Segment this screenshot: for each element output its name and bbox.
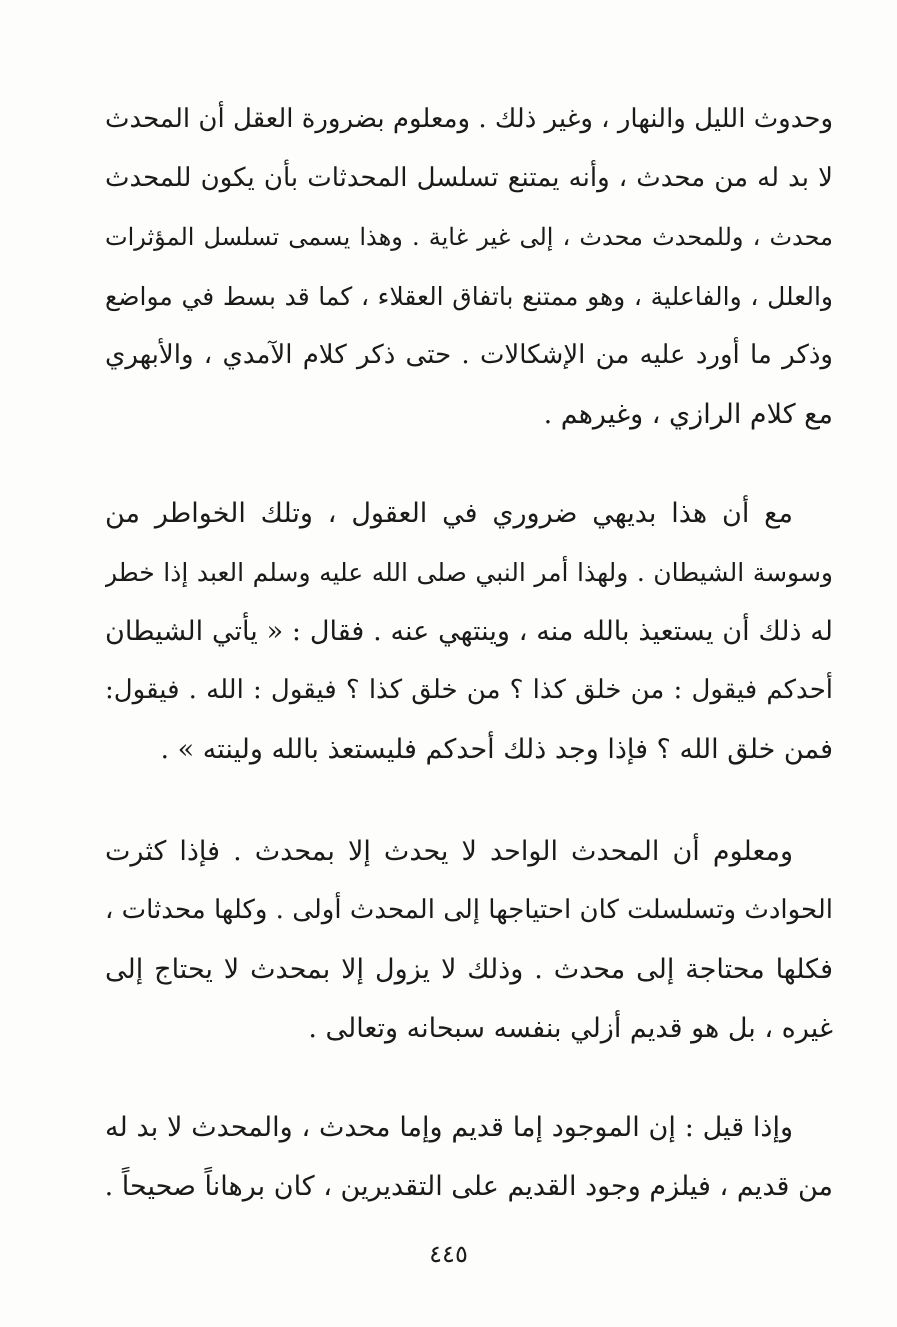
text-line: محدث ، وللمحدث محدث ، إلى غير غاية . وهذا يسمى تسلسل المؤثرات [105,223,833,251]
text-line: وسوسة الشيطان . ولهذا أمر النبي صلى الله عليه وسلم العبد إذا خطر [105,558,833,587]
paragraph-4 [105,1098,833,1216]
text-line: أحدكم فيقول : من خلق كذا ؟ من خلق كذا ؟ فيقول : الله . فيقول: [105,675,833,705]
text-line: وذكر ما أورد عليه من الإشكالات . حتى ذكر كلام الآمدي ، والأبهري [105,340,833,370]
page-number: ٤٤٥ [429,1240,468,1268]
text-line: له ذلك أن يستعيذ بالله منه ، وينتهي عنه . فقال : « يأتي الشيطان [105,616,833,647]
text-line: وإذا قيل : إن الموجود إما قديم وإما محدث ، والمحدث لا بد له [105,1112,793,1143]
text-line: غيره ، بل هو قديم أزلي بنفسه سبحانه وتعالى . [308,1013,833,1044]
text-line: الحوادث وتسلسلت كان احتياجها إلى المحدث أولى . وكلها محدثات ، [105,895,833,925]
paragraph-1 [105,90,833,444]
text-line: وحدوث الليل والنهار ، وغير ذلك . ومعلوم بضرورة العقل أن المحدث [105,104,833,134]
text-line: مع كلام الرازي ، وغيرهم . [543,399,833,430]
paragraph-2 [105,484,833,779]
paragraph-3 [105,822,833,1058]
text-line: فكلها محتاجة إلى محدث . وذلك لا يزول إلا بمحدث لا يحتاج إلى [105,954,833,985]
text-line: فمن خلق الله ؟ فإذا وجد ذلك أحدكم فليستعذ بالله ولينته » . [160,734,833,765]
text-line: لا بد له من محدث ، وأنه يمتنع تسلسل المحدثات بأن يكون للمحدث [105,163,833,193]
text-line: ومعلوم أن المحدث الواحد لا يحدث إلا بمحدث . فإذا كثرت [105,836,793,867]
text-line: والعلل ، والفاعلية ، وهو ممتنع باتفاق العقلاء ، كما قد بسط في مواضع [105,282,833,311]
text-line: من قديم ، فيلزم وجود القديم على التقديرين ، كان برهاناً صحيحاً . [105,1171,833,1202]
text-line: مع أن هذا بديهي ضروري في العقول ، وتلك الخواطر من [105,498,793,529]
